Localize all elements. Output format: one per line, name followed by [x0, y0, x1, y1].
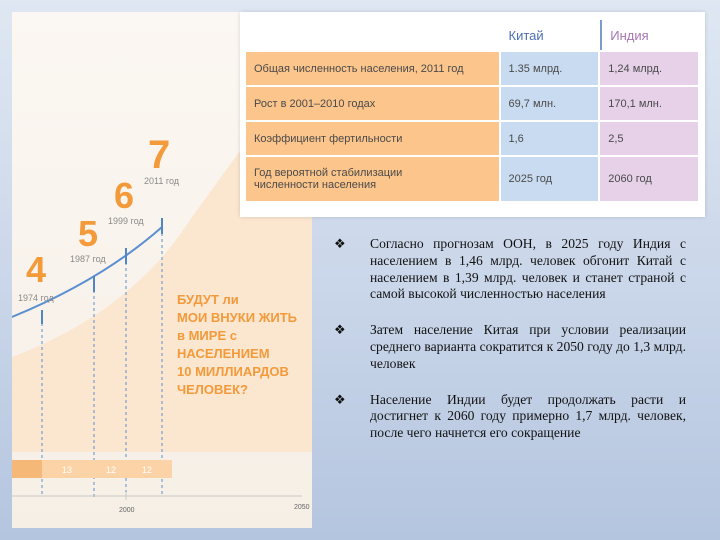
china-value: 69,7 млн.	[501, 87, 599, 120]
bullet-list	[334, 236, 686, 461]
row-label: Рост в 2001–2010 годах	[246, 87, 499, 120]
india-value: 1,24 млрд.	[600, 52, 698, 85]
bullet-text: Затем население Китая при условии реализации среднего варианта сократится к 2050 году до 1,3 млрд. человек	[370, 322, 686, 371]
year-label-1999: 1999 год	[108, 216, 144, 226]
bar-number-1: 13	[62, 465, 73, 475]
china-value: 1.35 млрд.	[501, 52, 599, 85]
table-header-row	[246, 20, 698, 50]
diamond-bullet-icon: ❖	[334, 236, 346, 251]
question-line-3: в МИРЕ с	[177, 328, 237, 343]
year-label-1974: 1974 год	[18, 293, 54, 303]
bullet-item	[334, 322, 686, 372]
header-india: Индия	[600, 20, 698, 50]
question-line-1: БУДУТ ли	[177, 292, 239, 307]
row-label: Общая численность населения, 2011 год	[246, 52, 499, 85]
china-value: 1,6	[501, 122, 599, 155]
question-line-6: ЧЕЛОВЕК?	[177, 382, 248, 397]
comparison-table	[244, 18, 700, 203]
header-china: Китай	[508, 27, 544, 43]
table-row	[246, 157, 698, 201]
diamond-bullet-icon: ❖	[334, 322, 346, 338]
bullet-item	[334, 236, 686, 303]
timeline-segment	[12, 460, 42, 478]
bullet-text: Население Индии будет продолжать расти и достигнет к 2060 году примерно 1,7 млрд. человек, после чего начнется его сокращение	[370, 391, 686, 441]
bar-number-3: 12	[142, 465, 153, 475]
axis-label-2050: 2050	[294, 504, 310, 511]
india-value: 2060 год	[600, 157, 698, 201]
year-label-1987: 1987 год	[70, 254, 106, 264]
row-label	[246, 157, 499, 201]
year-label-2011: 2011 год	[144, 176, 179, 186]
china-value: 2025 год	[501, 157, 599, 201]
question-line-5: 10 МИЛЛИАРДОВ	[177, 364, 289, 379]
comparison-table-card	[240, 12, 705, 217]
big-number-4: 4	[26, 249, 47, 290]
india-value: 170,1 млн.	[600, 87, 698, 120]
row-label-line-2: численности населения	[254, 179, 377, 191]
table-row	[246, 122, 698, 155]
row-label: Коэффициент фертильности	[246, 122, 499, 155]
big-number-5: 5	[78, 213, 99, 254]
question-line-2: МОИ ВНУКИ ЖИТЬ	[177, 310, 298, 325]
header-empty	[246, 20, 499, 50]
question-line-4: НАСЕЛЕНИЕМ	[177, 346, 270, 361]
bar-number-2: 12	[106, 465, 117, 475]
table-row	[246, 87, 698, 120]
row-label-line-1: Год вероятной стабилизации	[254, 167, 403, 179]
axis-label-2000: 2000	[119, 507, 135, 514]
big-number-7: 7	[148, 133, 171, 177]
bullet-item	[334, 392, 686, 442]
bullet-text: Согласно прогнозам ООН, в 2025 году Индия с населением в 1,46 млрд. человек обгонит Китай с населением в 1,39 млрд. человек и станет страной с самой высокой численностью населения	[370, 236, 686, 302]
table-row	[246, 52, 698, 85]
big-number-6: 6	[114, 175, 135, 216]
diamond-bullet-icon: ❖	[334, 391, 346, 407]
india-value: 2,5	[600, 122, 698, 155]
